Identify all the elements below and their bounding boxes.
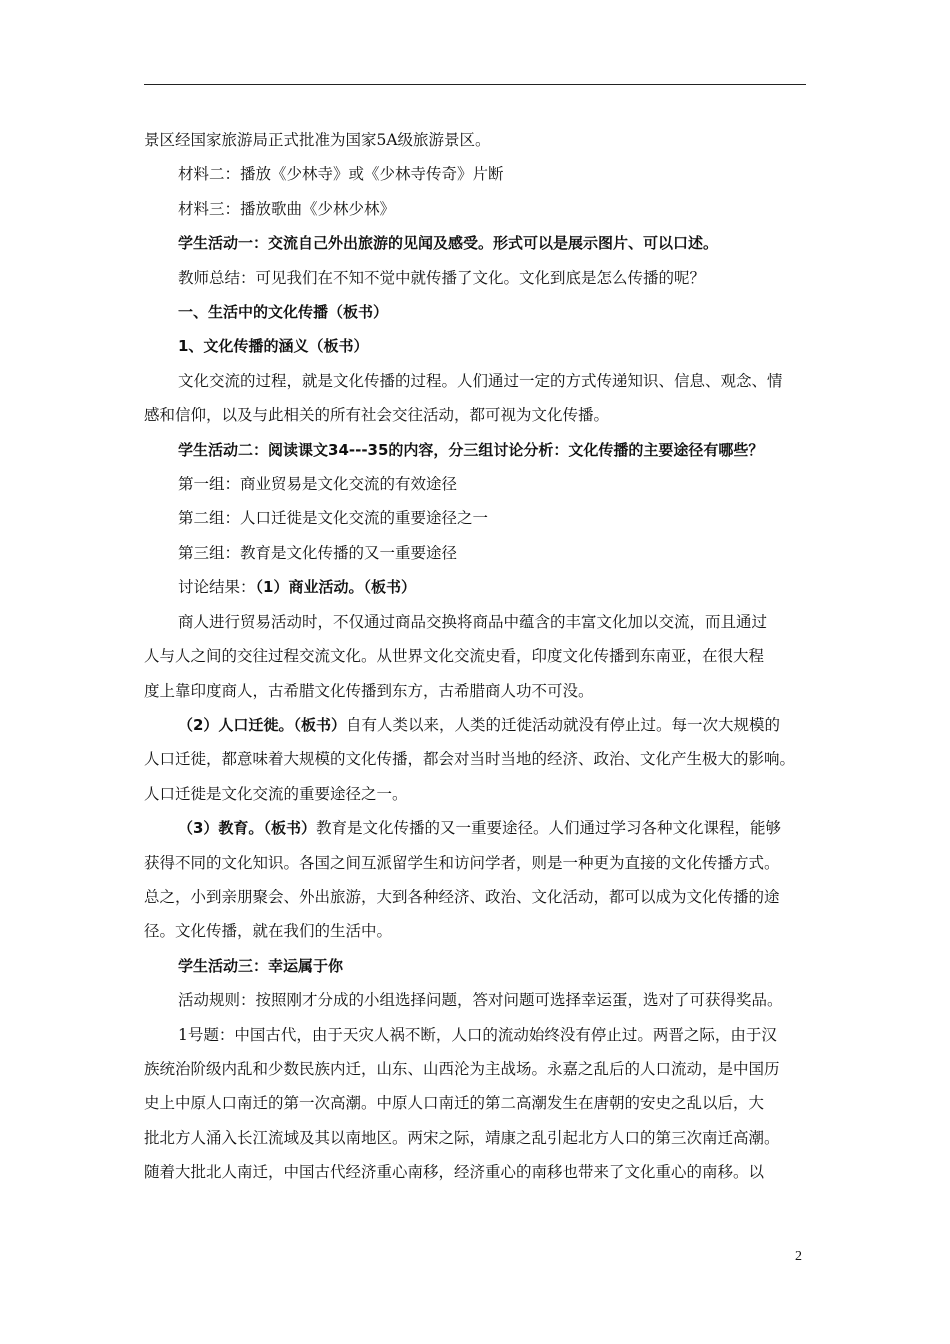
text-line — [144, 846, 816, 880]
text-segment: 径。文化传播，就在我们的生活中。 — [144, 922, 393, 941]
page-body — [144, 123, 816, 1190]
text-line — [144, 983, 816, 1017]
text-segment: 第三组：教育是文化传播的又一重要途径 — [178, 543, 458, 562]
text-segment: 人口迁徙是文化交流的重要途径之一。 — [144, 784, 408, 803]
text-line — [144, 1155, 816, 1189]
bold-text-segment: 1、文化传播的涵义（板书） — [178, 337, 369, 356]
text-line — [144, 1086, 816, 1120]
text-segment: 教师总结：可见我们在不知不觉中就传播了文化。文化到底是怎么传播的呢？ — [178, 268, 706, 287]
text-line — [144, 536, 816, 570]
text-segment: 批北方人涌入长江流域及其以南地区。两宋之际，靖康之乱引起北方人口的第三次南迁高潮。 — [144, 1128, 780, 1147]
text-segment: 史上中原人口南迁的第一次高潮。中原人口南迁的第二高潮发生在唐朝的安史之乱以后，大 — [144, 1094, 765, 1113]
text-segment: 随着大批北人南迁，中国古代经济重心南移，经济重心的南移也带来了文化重心的南移。以 — [144, 1163, 765, 1182]
text-segment: 总之，小到亲朋聚会、外出旅游，大到各种经济、政治、文化活动，都可以成为文化传播的途 — [144, 887, 780, 906]
text-line — [144, 811, 816, 845]
text-line — [144, 1052, 816, 1086]
text-segment: 族统治阶级内乱和少数民族内迁，山东、山西沦为主战场。永嘉之乱后的人口流动，是中国历 — [144, 1059, 780, 1078]
text-segment: 文化交流的过程，就是文化传播的过程。人们通过一定的方式传递知识、信息、观念、情 — [178, 371, 783, 390]
text-segment: 自有人类以来，人类的迁徙活动就没有停止过。每一次大规模的 — [345, 715, 780, 734]
text-line — [144, 949, 816, 983]
text-segment: 人口迁徙，都意味着大规模的文化传播，都会对当时当地的经济、政治、文化产生极大的影响。 — [144, 750, 796, 769]
text-segment: 材料三：播放歌曲《少林少林》 — [178, 199, 396, 218]
text-line — [144, 501, 816, 535]
bold-text-segment: （1）商业活动。（板书） — [255, 578, 416, 597]
text-line — [144, 261, 816, 295]
text-line — [144, 880, 816, 914]
bold-text-segment: 学生活动一：交流自己外出旅游的见闻及感受。形式可以是展示图片、可以口述。 — [178, 234, 719, 253]
text-line — [144, 639, 816, 673]
page-number: 2 — [795, 1249, 802, 1264]
text-line — [144, 433, 816, 467]
text-line — [144, 226, 816, 260]
text-line — [144, 157, 816, 191]
text-line — [144, 742, 816, 776]
text-segment: 活动规则：按照刚才分成的小组选择问题，答对问题可选择幸运蛋，选对了可获得奖品。 — [178, 991, 783, 1010]
text-line — [144, 123, 816, 157]
text-segment: 1号题：中国古代，由于天灾人祸不断，人口的流动始终没有停止过。两晋之际，由于汉 — [178, 1025, 777, 1044]
text-line — [144, 777, 816, 811]
text-line — [144, 467, 816, 501]
header-rule — [144, 84, 806, 85]
text-segment: 材料二：播放《少林寺》或《少林寺传奇》片断 — [178, 165, 504, 184]
text-segment: 商人进行贸易活动时，不仅通过商品交换将商品中蕴含的丰富文化加以交流，而且通过 — [178, 612, 768, 631]
text-line — [144, 1121, 816, 1155]
bold-text-segment: 学生活动三：幸运属于你 — [178, 956, 344, 975]
text-line — [144, 364, 816, 398]
bold-text-segment: 学生活动二：阅读课文34---35的内容，分三组讨论分析：文化传播的主要途径有哪些？ — [178, 440, 764, 459]
text-line — [144, 1018, 816, 1052]
text-segment: 感和信仰，以及与此相关的所有社会交往活动，都可视为文化传播。 — [144, 406, 610, 425]
text-line — [144, 570, 816, 604]
text-line — [144, 398, 816, 432]
text-line — [144, 295, 816, 329]
text-segment: 教育是文化传播的又一重要途径。人们通过学习各种文化课程，能够 — [315, 819, 781, 838]
text-line — [144, 605, 816, 639]
text-line — [144, 708, 816, 742]
text-line — [144, 329, 816, 363]
text-line — [144, 674, 816, 708]
text-segment: 第一组：商业贸易是文化交流的有效途径 — [178, 475, 458, 494]
text-segment: 获得不同的文化知识。各国之间互派留学生和访问学者，则是一种更为直接的文化传播方式。 — [144, 853, 780, 872]
bold-text-segment: （2）人口迁徙。（板书） — [178, 715, 346, 734]
text-line — [144, 914, 816, 948]
text-segment: 讨论结果： — [178, 578, 256, 597]
bold-text-segment: 一、生活中的文化传播（板书） — [178, 303, 389, 322]
text-segment: 人与人之间的交往过程交流文化。从世界文化交流史看，印度文化传播到东南亚，在很大程 — [144, 647, 765, 666]
text-segment: 景区经国家旅游局正式批准为国家5A级旅游景区。 — [144, 131, 491, 149]
text-segment: 第二组：人口迁徙是文化交流的重要途径之一 — [178, 509, 489, 528]
text-line — [144, 192, 816, 226]
bold-text-segment: （3）教育。（板书） — [178, 819, 316, 838]
text-segment: 度上靠印度商人，古希腊文化传播到东方，古希腊商人功不可没。 — [144, 681, 594, 700]
